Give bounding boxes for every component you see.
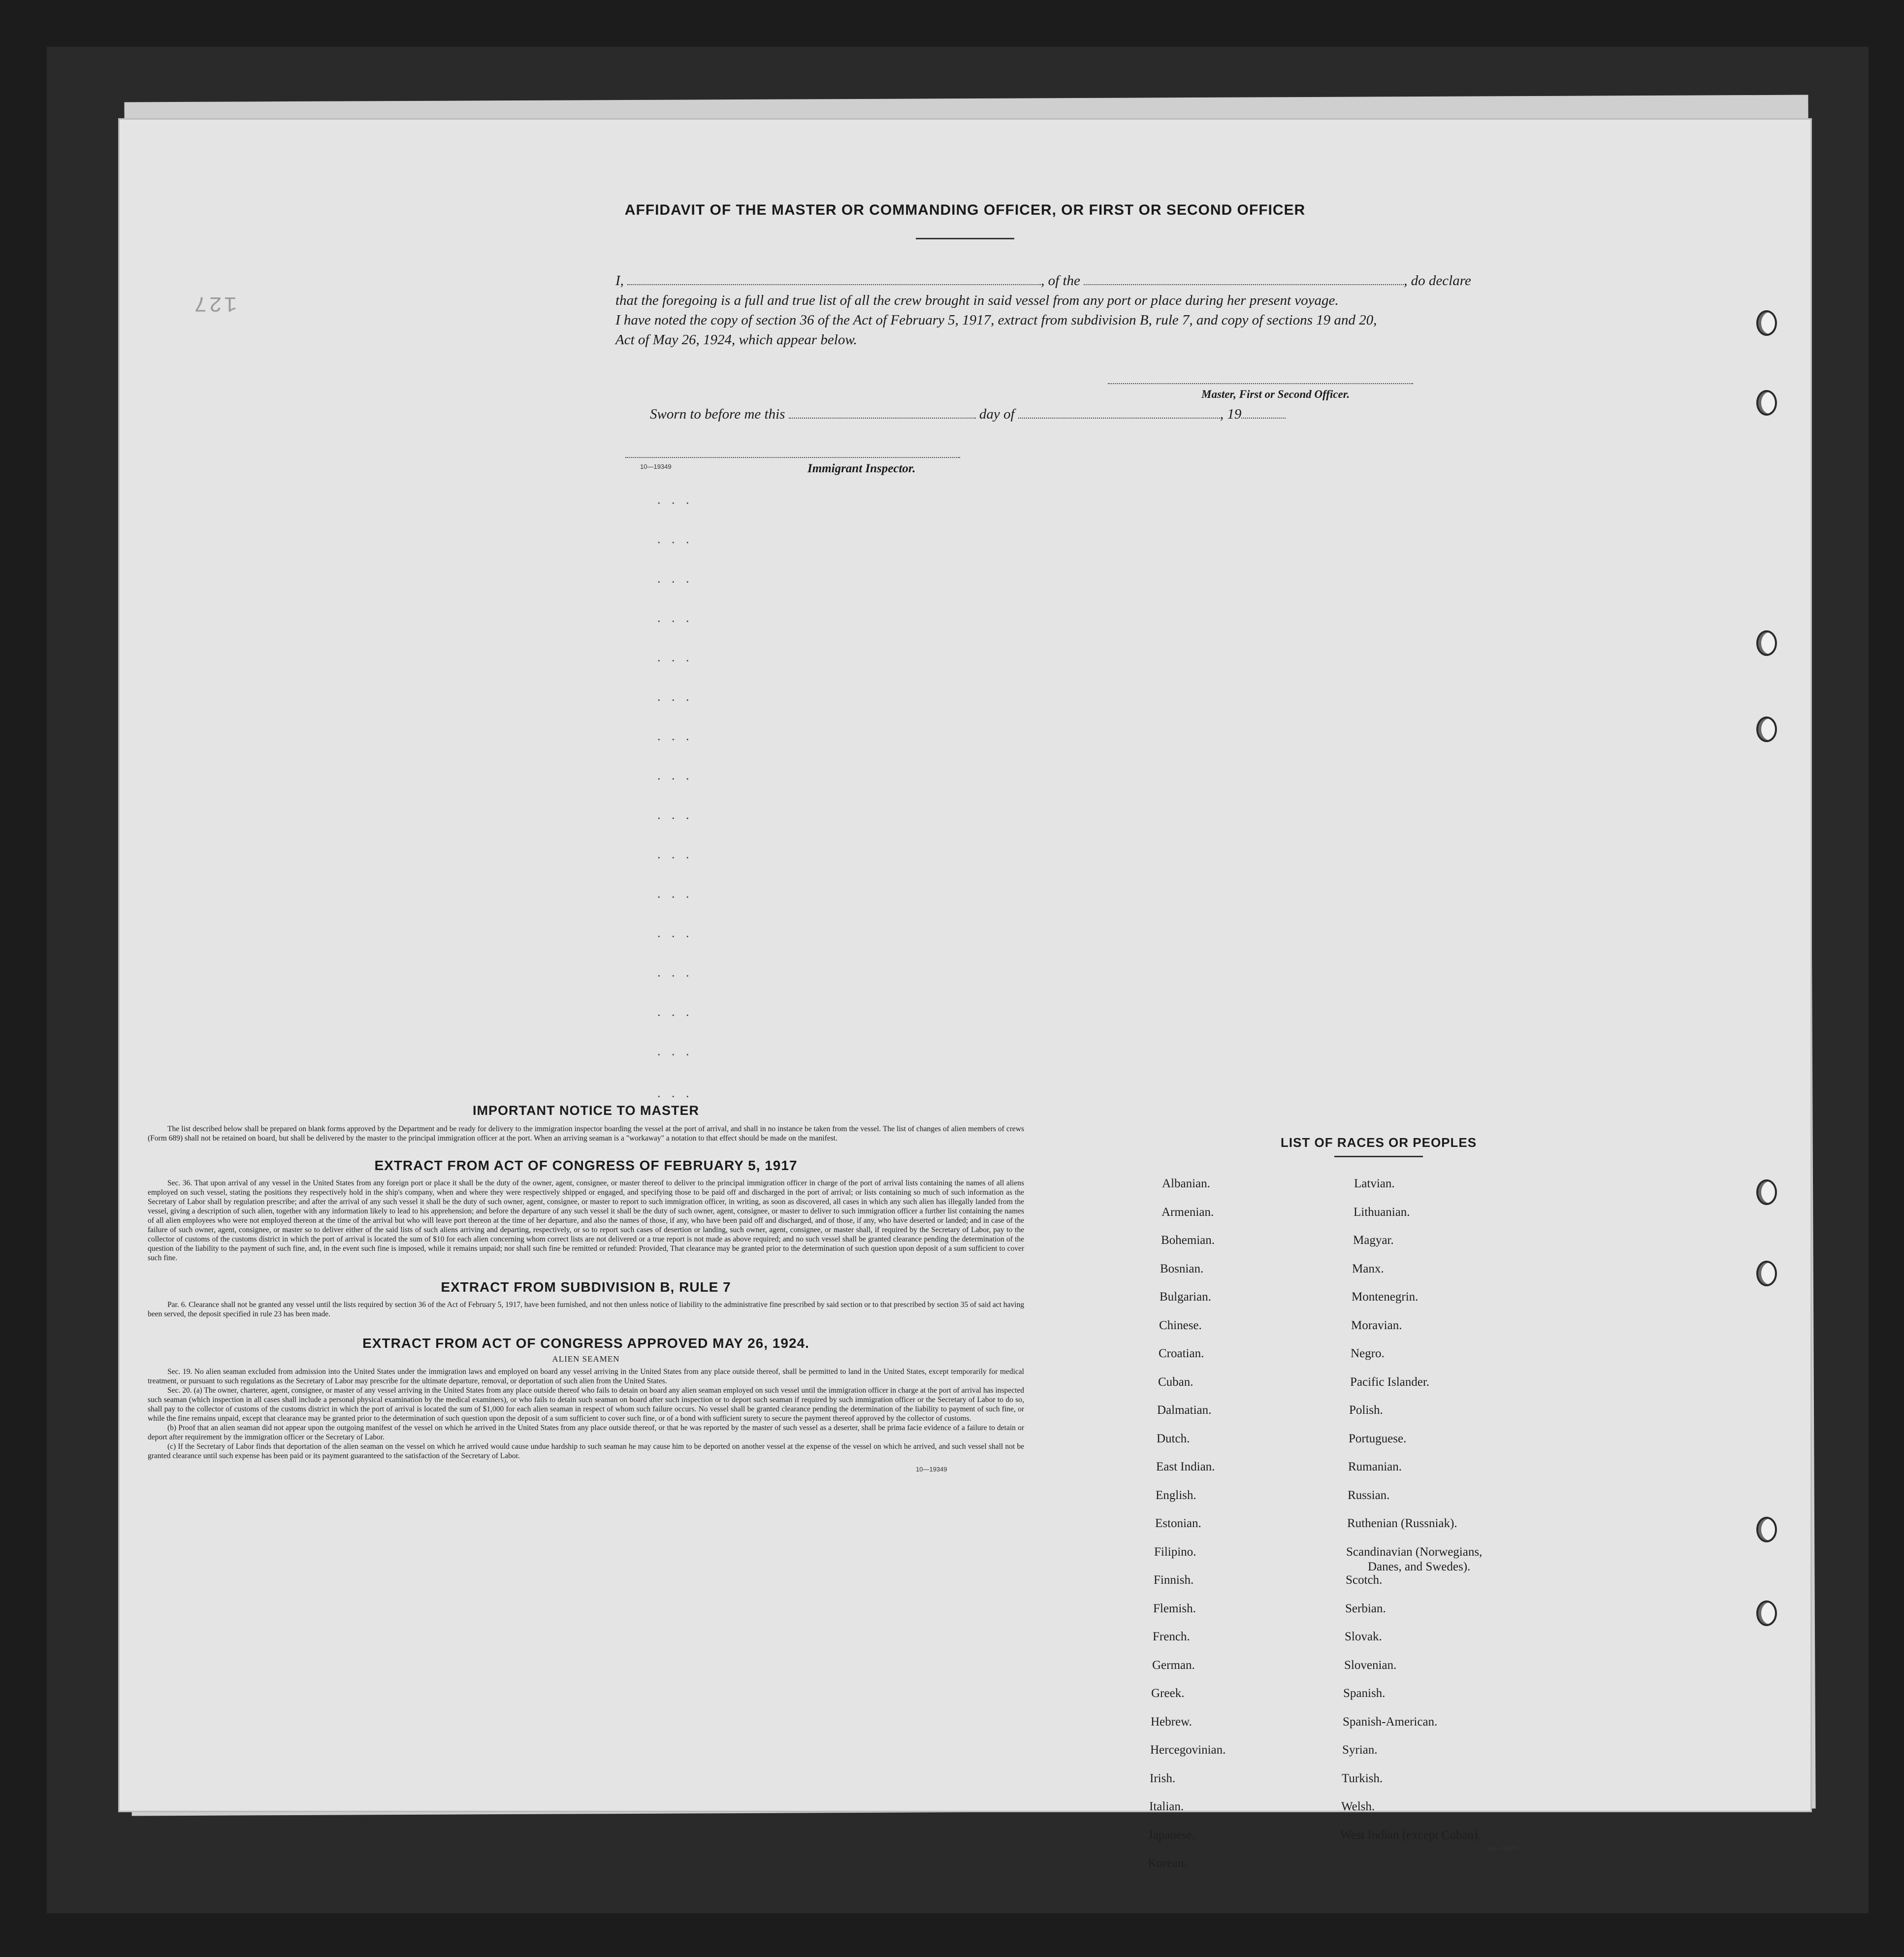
bleed-ellipsis: . . . <box>657 1086 693 1100</box>
affidavit-body <box>615 271 1551 350</box>
bleed-ellipsis: . . . <box>657 571 693 586</box>
race-item: Greek. <box>1151 1687 1185 1700</box>
race-item: German. <box>1152 1658 1195 1672</box>
race-item: English. <box>1156 1488 1196 1502</box>
bleed-ellipsis: . . . <box>657 965 693 979</box>
race-item: Japanese. <box>1148 1828 1195 1842</box>
bleed-ellipsis: . . . <box>657 886 693 901</box>
sworn-day-of: day of <box>979 406 1015 422</box>
bleed-ellipsis: . . . <box>657 492 693 507</box>
affidavit-form-code: 10—19349 <box>640 463 672 470</box>
notice-text: The list described below shall be prepared on blank forms approved by the Department and be ready for delivery to the immigration inspector boarding the vessel at the port of arrival, and shall in no instance be taken from the vessel. The list of changes of alien members of crews (Form 689) shall not be retained on board, but shall be delivered by the master to the principal immigration officer at the port. When an arriving seaman is a "workaway" a notation to that effect should be made on the manifest. <box>148 1125 1024 1142</box>
race-item: Welsh. <box>1341 1800 1375 1813</box>
bleed-ellipsis: . . . <box>657 650 693 664</box>
manifest-page <box>118 118 1812 1870</box>
race-item: Scotch. <box>1346 1573 1383 1587</box>
sworn-prefix: Sworn to before me this <box>650 406 785 422</box>
race-item: Slovenian. <box>1344 1658 1397 1672</box>
race-item: West Indian (except Cuban). <box>1340 1828 1481 1842</box>
name-blank <box>627 273 1041 285</box>
race-item: Manx. <box>1352 1262 1384 1275</box>
sworn-month-blank <box>1018 407 1220 419</box>
race-item: Croatian. <box>1159 1347 1204 1360</box>
race-item: Russian. <box>1348 1488 1390 1502</box>
binder-hole <box>1756 310 1777 336</box>
binder-hole <box>1756 1179 1777 1205</box>
binder-hole <box>1756 717 1777 742</box>
race-item: Irish. <box>1150 1771 1176 1785</box>
bleed-ellipsis: . . . <box>657 1005 693 1019</box>
sec-19-text: Sec. 19. No alien seaman excluded from admission into the United States under the immigration laws and employed on board any vessel arriving in the United States from any place outside thereof, shall be permitted to land in the United States, except temporarily for medical treatment, or pursuant to such regulations as the Secretary of Labor may prescribe for the ultimate departure, removal, or deportation of such alien from the United States. <box>148 1368 1024 1385</box>
race-item: Portuguese. <box>1349 1432 1407 1445</box>
race-item: Dutch. <box>1157 1432 1190 1445</box>
race-item: Slovak. <box>1345 1630 1382 1643</box>
bleed-ellipsis: . . . <box>657 729 693 743</box>
extract-form-code: 10—19349 <box>916 1466 947 1473</box>
race-item: Polish. <box>1349 1403 1383 1417</box>
race-item: Bohemian. <box>1161 1234 1215 1247</box>
affidavit-title: AFFIDAVIT OF THE MASTER OR COMMANDING OFFICER, OR FIRST OR SECOND OFFICER <box>624 202 1306 218</box>
bleed-ellipsis: . . . <box>657 611 693 625</box>
binder-hole <box>1756 390 1777 416</box>
binder-hole <box>1756 630 1777 656</box>
race-item: French. <box>1153 1630 1190 1643</box>
race-item: Armenian. <box>1162 1205 1214 1219</box>
subdivision-b-title: EXTRACT FROM SUBDIVISION B, RULE 7 <box>441 1279 731 1295</box>
race-item: Bosnian. <box>1160 1262 1204 1275</box>
races-title: LIST OF RACES OR PEOPLES <box>1280 1135 1477 1150</box>
affidavit-i: I, <box>615 273 624 289</box>
race-item: Latvian. <box>1354 1177 1395 1190</box>
extract-1917-text: Sec. 36. That upon arrival of any vessel in the United States from any foreign port or place it shall be the duty of the owner, agent, consignee, or master thereof to deliver to the principal immigration officer in charge of the port of arrival lists containing the names of all aliens employed on such vessel, stating the positions they respectively hold in the ship's company, when and where they were respectively shipped or engaged, and specifying those to be paid off and discharged in the port of arrival; or lists containing so much of such information as the Secretary of Labor shall by regulation prescribe; and after the arrival of any such vessel it shall be the duty of such owner, agent, consignee, or master to report to such immigration officer, in writing, as soon as discovered, all cases in which any such alien has illegally landed from the vessel, giving a description of such alien, together with any information likely to lead to his apprehension; and before the departure of any such vessel it shall be the duty of such owner, agent, consignee, or master to deliver to such immigration officer a further list containing the names of all alien employees who were not employed thereon at the time of the arrival but who will leave port thereon at the time of her departure, and also the names of those, if any, who have been paid off and discharged, and of those, if any, who have deserted or landed; and in case of the failure of such owner, agent, consignee, or master so to deliver either of the said lists of such aliens arriving and departing, respectively, or so to report such cases of desertion or landing, such owner, agent, consignee, or master shall, if required by the Secretary of Labor, pay to the collector of customs of the customs district in which the port of arrival is located the sum of $10 for each alien concerning whom correct lists are not delivered or a true report is not made as above required; and no such vessel shall be granted clearance pending the determination of the question of the liability to the payment of such fine, and, in the event such fine is imposed, while it remains unpaid; nor shall such fine be remitted or refunded: Provided, That clearance may be granted prior to the determination of such question upon deposit of a sum sufficient to cover such fine. <box>148 1179 1024 1262</box>
race-item: Spanish-American. <box>1343 1715 1438 1729</box>
bleed-ellipsis: . . . <box>657 808 693 822</box>
notice-section <box>148 1103 1024 1473</box>
bleed-ellipsis: . . . <box>657 926 693 940</box>
race-item: Filipino. <box>1154 1545 1196 1559</box>
vessel-blank <box>1084 273 1404 285</box>
race-item: Montenegrin. <box>1352 1290 1419 1304</box>
affidavit-declare: , do declare <box>1404 273 1471 289</box>
alien-seamen-subtitle: ALIEN SEAMEN <box>552 1354 620 1364</box>
affidavit-line-4: Act of May 26, 1924, which appear below. <box>615 332 857 348</box>
affidavit-line-3: I have noted the copy of section 36 of the Act of February 5, 1917, extract from subdivision B, rule 7, and copy of sections 19 and 20, <box>615 312 1377 328</box>
bleed-ellipsis: . . . <box>657 532 693 546</box>
race-item: Pacific Islander. <box>1350 1375 1430 1389</box>
race-item: Hebrew. <box>1151 1715 1192 1729</box>
race-item: Chinese. <box>1159 1318 1202 1332</box>
race-item: Hercegovinian. <box>1150 1743 1226 1757</box>
sec-20b-text: (b) Proof that an alien seaman did not appear upon the outgoing manifest of the vessel on which he arrived in the United States from any place outside thereof, or that he was reported by the master of such vessel as a deserter, shall be prima facie evidence of a failure to detain or deport after requirement by the immigration officer or the Secretary of Labor. <box>148 1424 1024 1441</box>
master-signature-line <box>1108 383 1413 384</box>
race-item: Estonian. <box>1155 1517 1201 1530</box>
binder-hole <box>1756 1517 1777 1542</box>
race-item: Negro. <box>1351 1347 1385 1360</box>
inspector-label: Immigrant Inspector. <box>807 462 916 475</box>
races-title-rule <box>1334 1156 1423 1157</box>
race-item: Magyar. <box>1353 1234 1394 1247</box>
race-item: Bulgarian. <box>1160 1290 1211 1304</box>
sec-20c-text: (c) If the Secretary of Labor finds that deportation of the alien seaman on the vessel on which he arrived would cause undue hardship to such seaman he may cause him to be deported on another vessel at the expense of the vessel on which he arrived, and such vessel shall not be granted clearance until such expense has been paid or its payment guaranteed to the satisfaction of the Secretary of Labor. <box>148 1442 1024 1460</box>
race-item: Cuban. <box>1158 1375 1194 1389</box>
race-item: Serbian. <box>1345 1601 1386 1615</box>
race-item: Danes, and Swedes). <box>1368 1560 1471 1573</box>
extract-1917-title: EXTRACT FROM ACT OF CONGRESS OF FEBRUARY 5, 1917 <box>374 1158 798 1173</box>
race-item: Turkish. <box>1342 1771 1383 1785</box>
notice-title: IMPORTANT NOTICE TO MASTER <box>473 1103 699 1118</box>
inspector-signature-line <box>625 457 960 458</box>
race-item: East Indian. <box>1156 1460 1215 1473</box>
bleed-ellipsis: . . . <box>657 689 693 704</box>
affidavit-title-rule <box>916 238 1014 239</box>
binder-hole <box>1756 1600 1777 1626</box>
master-signature-label: Master, First or Second Officer. <box>1201 388 1350 400</box>
race-item: Syrian. <box>1342 1743 1378 1757</box>
binder-hole <box>1756 1261 1777 1286</box>
race-item: Albanian. <box>1162 1177 1210 1190</box>
races-form-code: 10—19349 <box>1487 1844 1518 1852</box>
bleed-ellipsis: . . . <box>657 847 693 861</box>
sworn-year: , 19 <box>1220 406 1242 422</box>
sec-20a-text: Sec. 20. (a) The owner, charterer, agent, consignee, or master of any vessel arriving in the United States from any place outside thereof who fails to detain on board any alien seaman employed on such vessel until the immigration officer in charge at the port of arrival has inspected such seaman (which inspection in all cases shall include a personal physical examination by the medical examiners), or who fails to detain such seaman on board after such inspection or to deport such seaman if required by such immigration officer or the Secretary of Labor to do so, shall pay to the collector of customs of the customs district in which the port of arrival is located the sum of $1,000 for each alien seaman in respect of whom such failure occurs. No vessel shall be granted clearance pending the determination of the liability to payment of such fine, or while the fine remains unpaid, except that clearance may be granted prior to the determination of such question upon the deposit of a sum sufficient to cover such fine, or of a bond with sufficient surety to secure the payment thereof approved by the collector of customs. <box>148 1386 1024 1423</box>
race-item: Lithuanian. <box>1354 1205 1410 1219</box>
race-item: Italian. <box>1149 1800 1184 1813</box>
race-item: Ruthenian (Russniak). <box>1347 1517 1457 1530</box>
race-item: Moravian. <box>1351 1318 1402 1332</box>
affidavit-line-2: that the foregoing is a full and true list of all the crew brought in said vessel from any port or place during her present voyage. <box>615 293 1339 308</box>
sworn-day-blank <box>789 407 976 419</box>
bleed-through-page-number: 127 <box>192 291 237 315</box>
race-item: Spanish. <box>1343 1687 1386 1700</box>
sworn-line <box>650 406 1286 423</box>
bleed-ellipsis: . . . <box>657 1044 693 1058</box>
race-item: Korean. <box>1148 1857 1187 1870</box>
extract-1924-title: EXTRACT FROM ACT OF CONGRESS APPROVED MAY 26, 1924. <box>362 1336 809 1351</box>
race-item: Scandinavian (Norwegians, <box>1346 1545 1483 1559</box>
affidavit-of-the: , of the <box>1041 273 1080 289</box>
subdivision-b-text: Par. 6. Clearance shall not be granted any vessel until the lists required by section 36 of the Act of February 5, 1917, have been furnished, and not then unless notice of liability to the administrative fine prescribed by said section or to that prescribed by section 35 of said act having been served, the deposit specified in rule 23 has been made. <box>148 1301 1024 1318</box>
race-item: Flemish. <box>1153 1601 1196 1615</box>
bleed-ellipsis: . . . <box>657 768 693 783</box>
sworn-year-blank <box>1241 407 1286 419</box>
race-item: Finnish. <box>1154 1573 1194 1587</box>
race-item: Rumanian. <box>1348 1460 1402 1473</box>
race-item: Dalmatian. <box>1157 1403 1212 1417</box>
